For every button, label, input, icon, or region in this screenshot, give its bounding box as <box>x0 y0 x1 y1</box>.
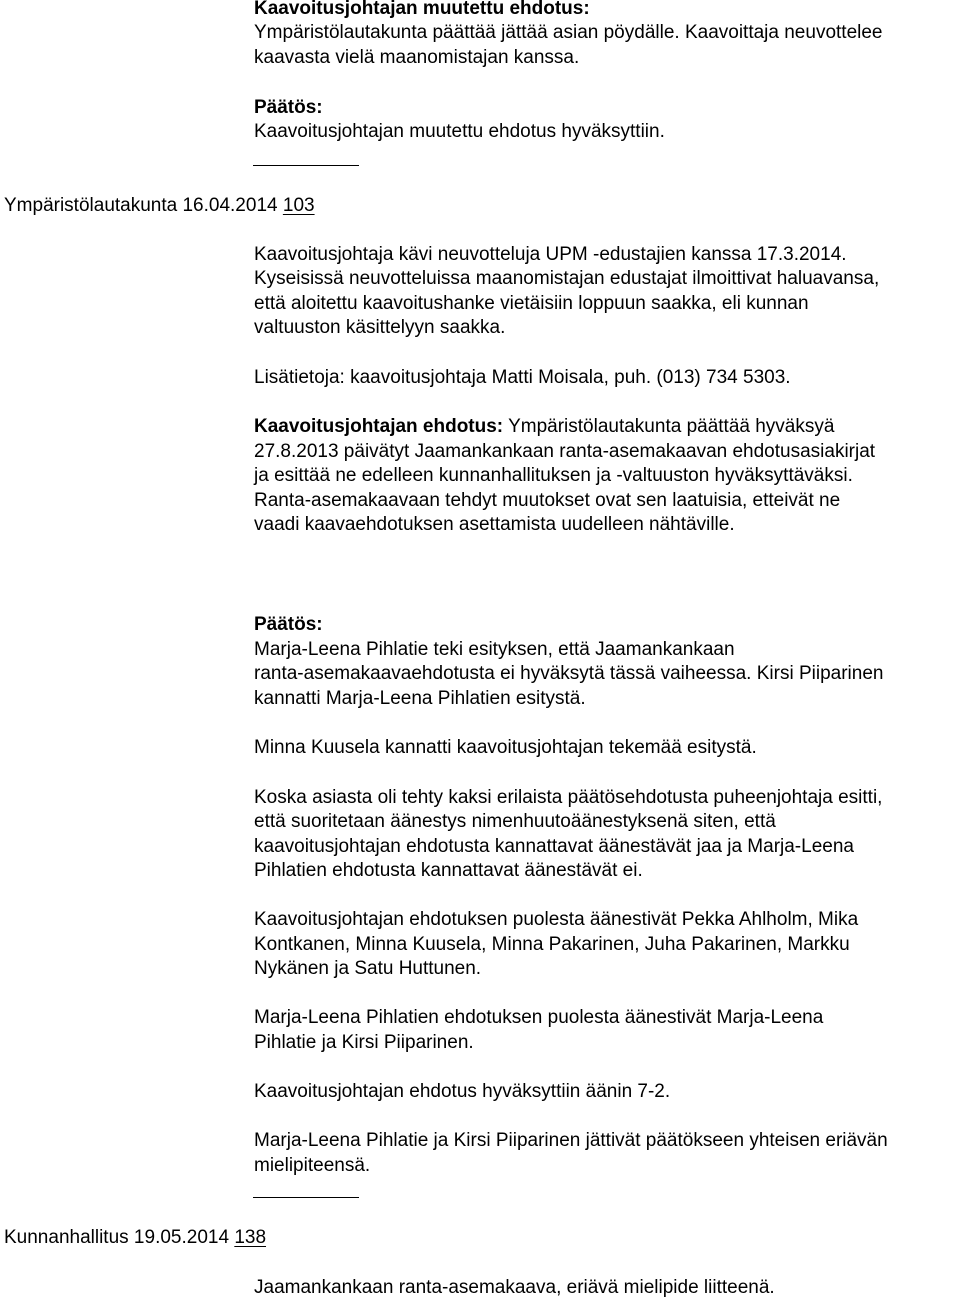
section-number: 138 <box>234 1227 267 1248</box>
text-line: Ranta-asemakaavaan tehdyt muutokset ovat sen laatuisia, etteivät ne <box>254 490 841 511</box>
proposal-line <box>254 415 834 440</box>
info-line: Lisätietoja: kaavoitusjohtaja Matti Moisala, puh. (013) 734 5303. <box>254 367 791 388</box>
text-line: Marja-Leena Pihlatie teki esityksen, että Jaamankankaan <box>254 639 735 660</box>
text-line: Kyseisissä neuvotteluissa maanomistajan edustajat ilmoittivat haluavansa, <box>254 268 880 289</box>
text-line: Marja-Leena Pihlatie ja Kirsi Piiparinen jättivät päätökseen yhteisen eriävän <box>254 1130 888 1151</box>
separator-rule <box>253 1197 359 1198</box>
text-line: Koska asiasta oli tehty kaksi erilaista päätösehdotusta puheenjohtaja esitti, <box>254 787 883 808</box>
proposal-text: Ympäristölautakunta päättää hyväksyä <box>508 416 835 437</box>
text-line: valtuuston käsittelyyn saakka. <box>254 317 506 338</box>
proposal-heading: Kaavoitusjohtajan muutettu ehdotus: <box>254 0 590 19</box>
text-line: Kaavoitusjohtajan ehdotus hyväksyttiin äänin 7-2. <box>254 1081 671 1102</box>
text-line: Nykänen ja Satu Huttunen. <box>254 958 482 979</box>
text-line: kannatti Marja-Leena Pihlatien esitystä. <box>254 688 586 709</box>
text-line: kaavasta vielä maanomistajan kanssa. <box>254 47 580 68</box>
text-line: Marja-Leena Pihlatien ehdotuksen puolesta äänestivät Marja-Leena <box>254 1007 824 1028</box>
decision-text: Kaavoitusjohtajan muutettu ehdotus hyväksyttiin. <box>254 121 665 142</box>
meeting-reference <box>4 194 315 219</box>
proposal-label: Kaavoitusjohtajan ehdotus: <box>254 416 504 437</box>
text-line: ranta-asemakaavaehdotusta ei hyväksytä tässä vaiheessa. Kirsi Piiparinen <box>254 663 884 684</box>
text-line: että aloitettu kaavoitushanke vietäisiin loppuun saakka, eli kunnan <box>254 293 809 314</box>
meeting-body: Kunnanhallitus 19.05.2014 <box>4 1227 230 1248</box>
text-line: Pihlatien ehdotusta kannattavat äänestävät ei. <box>254 860 643 881</box>
text-line: kaavoitusjohtajan ehdotusta kannattavat äänestävät jaa ja Marja-Leena <box>254 836 854 857</box>
text-line: Pihlatie ja Kirsi Piiparinen. <box>254 1032 474 1053</box>
text-line: Kaavoitusjohtajan ehdotuksen puolesta äänestivät Pekka Ahlholm, Mika <box>254 909 859 930</box>
decision-label: Päätös: <box>254 614 323 635</box>
text-line: Jaamankankaan ranta-asemakaava, eriävä mielipide liitteenä. <box>254 1277 775 1298</box>
separator-rule <box>253 165 359 166</box>
text-line: Kaavoitusjohtaja kävi neuvotteluja UPM -edustajien kanssa 17.3.2014. <box>254 244 847 265</box>
text-line: Kontkanen, Minna Kuusela, Minna Pakarinen, Juha Pakarinen, Markku <box>254 934 850 955</box>
text-line: Minna Kuusela kannatti kaavoitusjohtajan tekemää esitystä. <box>254 737 757 758</box>
text-line: että suoritetaan äänestys nimenhuutoäänestyksenä siten, että <box>254 811 776 832</box>
text-line: Ympäristölautakunta päättää jättää asian pöydälle. Kaavoittaja neuvottelee <box>254 22 883 43</box>
text-line: mielipiteensä. <box>254 1155 371 1176</box>
meeting-reference <box>4 1226 266 1251</box>
meeting-body: Ympäristölautakunta 16.04.2014 <box>4 195 278 216</box>
text-line: 27.8.2013 päivätyt Jaamankankaan ranta-asemakaavan ehdotusasiakirjat <box>254 441 876 462</box>
text-line: ja esittää ne edelleen kunnanhallituksen ja -valtuuston hyväksyttäväksi. <box>254 465 853 486</box>
text-line: vaadi kaavaehdotuksen asettamista uudelleen nähtäville. <box>254 514 735 535</box>
section-number: 103 <box>282 195 315 216</box>
decision-label: Päätös: <box>254 97 323 118</box>
